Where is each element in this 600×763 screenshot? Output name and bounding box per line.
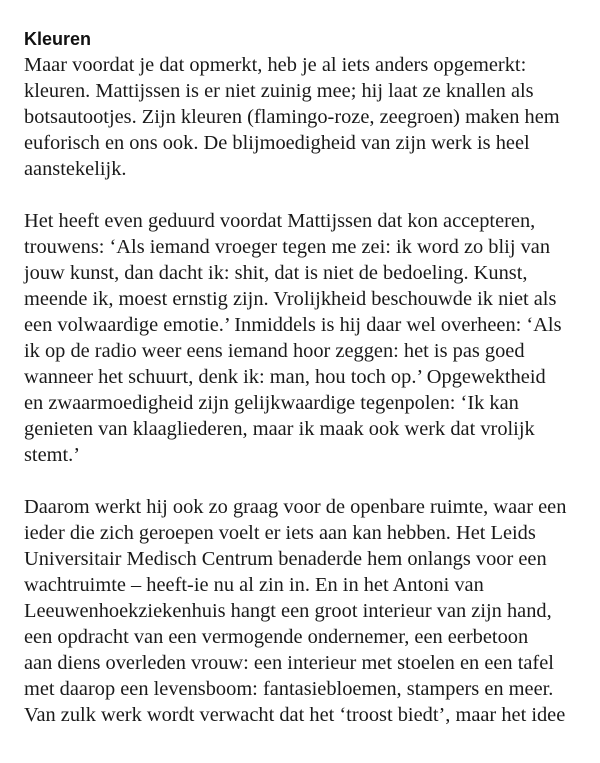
- text-line: een volwaardige emotie.’ Inmiddels is hij daar wel overheen: ‘Als: [24, 314, 562, 336]
- text-line: ieder die zich geroepen voelt er iets aan kan hebben. Het Leids: [24, 522, 536, 544]
- text-line: meende ik, moest ernstig zijn. Vrolijkheid beschouwde ik niet als: [24, 288, 557, 310]
- text-line: Leeuwenhoekziekenhuis hangt een groot interieur van zijn hand,: [24, 600, 552, 622]
- text-line: Van zulk werk wordt verwacht dat het ‘troost biedt’, maar het idee: [24, 704, 566, 726]
- article: [24, 26, 584, 754]
- text-line: Universitair Medisch Centrum benaderde hem onlangs voor een: [24, 548, 547, 570]
- text-line: en zwaarmoedigheid zijn gelijkwaardige tegenpolen: ‘Ik kan: [24, 392, 519, 414]
- section-heading: Kleuren: [24, 29, 92, 49]
- paragraph-2: [24, 208, 584, 468]
- text-line: stemt.’: [24, 444, 81, 466]
- text-line: trouwens: ‘Als iemand vroeger tegen me zei: ik word zo blij van: [24, 236, 551, 258]
- text-line: wanneer het schuurt, denk ik: man, hou toch op.’ Opgewektheid: [24, 366, 546, 388]
- text-line: botsautootjes. Zijn kleuren (flamingo-roze, zeegroen) maken hem: [24, 106, 560, 128]
- text-line: Het heeft even geduurd voordat Mattijssen dat kon accepteren,: [24, 210, 536, 232]
- text-line: Maar voordat je dat opmerkt, heb je al iets anders opgemerkt:: [24, 54, 527, 76]
- text-line: kleuren. Mattijssen is er niet zuinig mee; hij laat ze knallen als: [24, 80, 534, 102]
- text-line: met daarop een levensboom: fantasiebloemen, stampers en meer.: [24, 678, 554, 700]
- paragraph-3: [24, 494, 584, 728]
- text-line: genieten van klaagliederen, maar ik maak ook werk dat vrolijk: [24, 418, 535, 440]
- text-line: jouw kunst, dan dacht ik: shit, dat is niet de bedoeling. Kunst,: [24, 262, 528, 284]
- text-line: aan diens overleden vrouw: een interieur met stoelen en een tafel: [24, 652, 554, 674]
- text-line: wachtruimte – heeft-ie nu al zin in. En in het Antoni van: [24, 574, 484, 596]
- text-line: aanstekelijk.: [24, 158, 127, 180]
- text-line: Daarom werkt hij ook zo graag voor de openbare ruimte, waar een: [24, 496, 567, 518]
- paragraph-1: [24, 52, 584, 182]
- text-line: een opdracht van een vermogende ondernemer, een eerbetoon: [24, 626, 529, 648]
- text-line: ik op de radio weer eens iemand hoor zeggen: het is pas goed: [24, 340, 525, 362]
- text-line: euforisch en ons ook. De blijmoedigheid van zijn werk is heel: [24, 132, 530, 154]
